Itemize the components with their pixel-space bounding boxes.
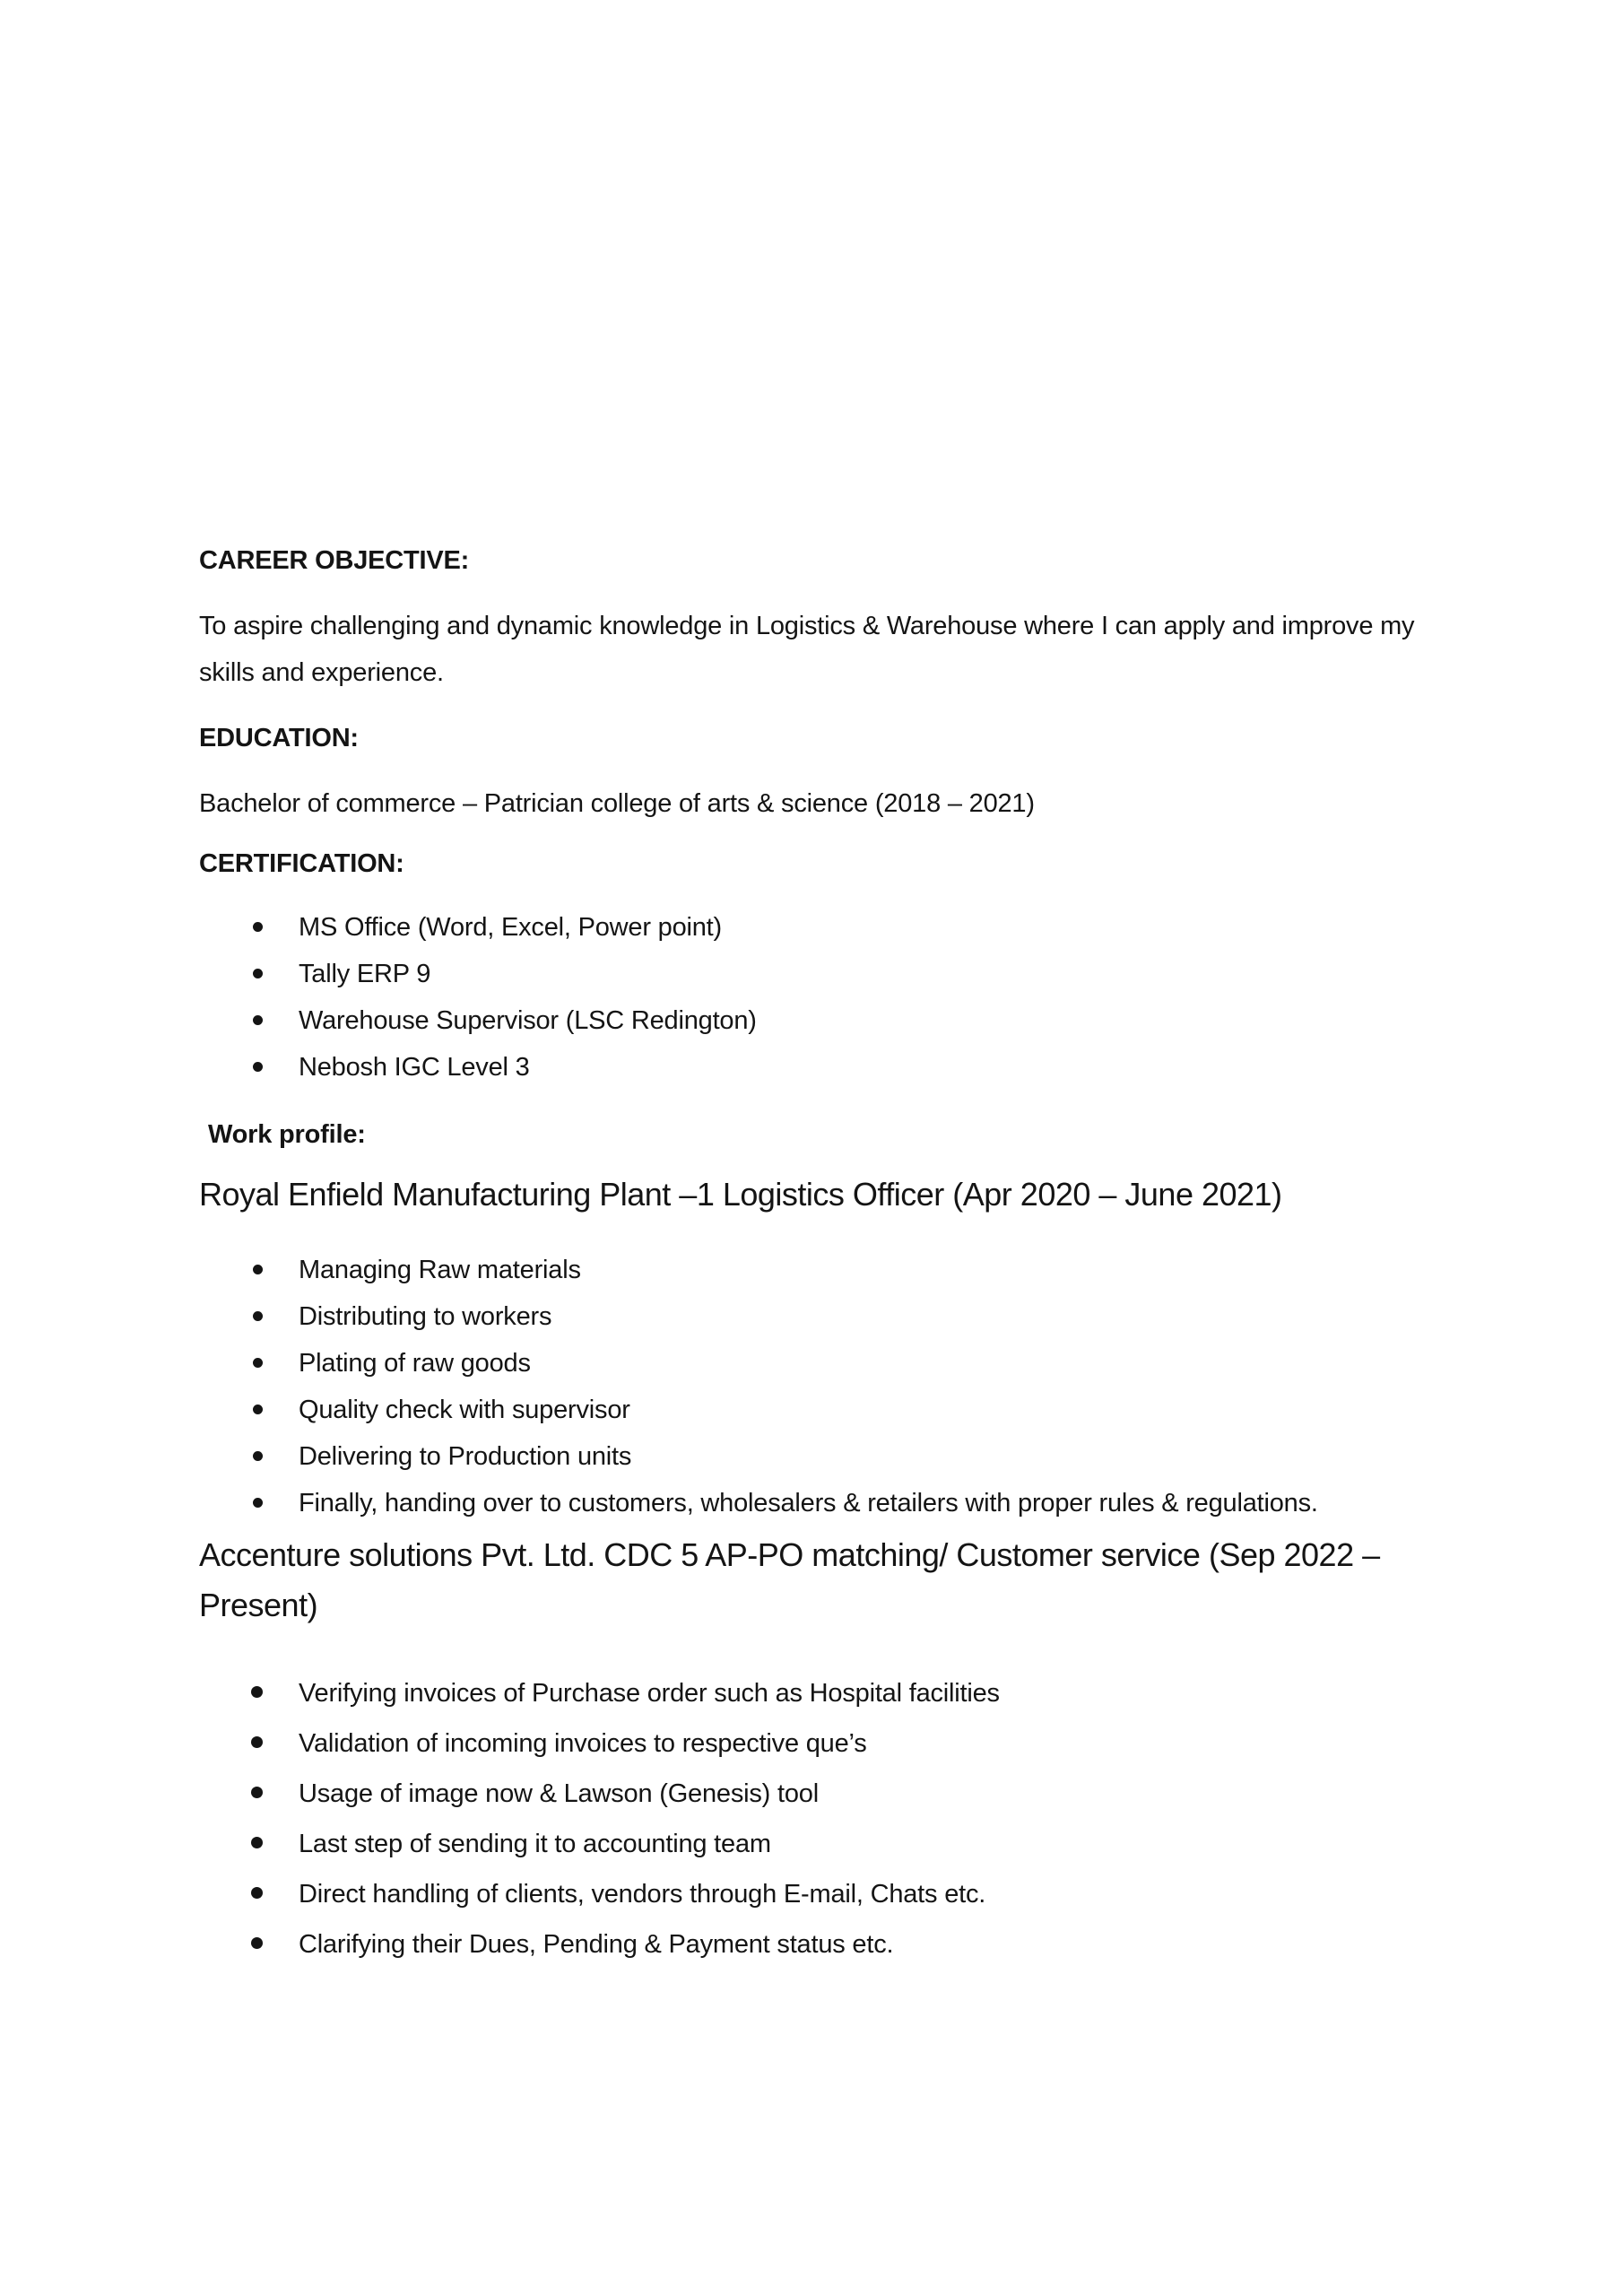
list-item: Distributing to workers <box>199 1293 1429 1340</box>
section-education <box>199 723 1429 827</box>
royal-enfield-duties-list <box>199 1247 1429 1526</box>
list-item: Nebosh IGC Level 3 <box>199 1044 1429 1091</box>
list-item: Warehouse Supervisor (LSC Redington) <box>199 997 1429 1044</box>
list-item: Tally ERP 9 <box>199 951 1429 997</box>
list-item: Last step of sending it to accounting team <box>199 1821 1429 1867</box>
career-objective-heading: CAREER OBJECTIVE: <box>199 546 470 575</box>
section-career-objective <box>199 545 1429 696</box>
list-item: Usage of image now & Lawson (Genesis) tool <box>199 1770 1429 1817</box>
list-item: Managing Raw materials <box>199 1247 1429 1293</box>
career-objective-text: To aspire challenging and dynamic knowledge in Logistics & Warehouse where I can apply and improve my skills and experience. <box>199 612 1415 687</box>
list-item: Validation of incoming invoices to respective que’s <box>199 1720 1429 1767</box>
list-item: Finally, handing over to customers, wholesalers & retailers with proper rules & regulations. <box>199 1480 1429 1526</box>
list-item: Delivering to Production units <box>199 1433 1429 1480</box>
work-profile-heading: Work profile: <box>208 1120 366 1149</box>
list-item: MS Office (Word, Excel, Power point) <box>199 904 1429 951</box>
certification-heading: CERTIFICATION: <box>199 849 404 878</box>
certification-list <box>199 904 1429 1091</box>
education-text: Bachelor of commerce – Patrician college of arts & science (2018 – 2021) <box>199 789 1035 818</box>
list-item: Quality check with supervisor <box>199 1387 1429 1433</box>
job-title-accenture: Accenture solutions Pvt. Ltd. CDC 5 AP-PO matching/ Customer service (Sep 2022 – Present) <box>199 1536 1380 1623</box>
list-item: Verifying invoices of Purchase order such as Hospital facilities <box>199 1670 1429 1717</box>
list-item: Direct handling of clients, vendors through E-mail, Chats etc. <box>199 1871 1429 1918</box>
list-item: Clarifying their Dues, Pending & Payment status etc. <box>199 1921 1429 1968</box>
accenture-duties-list <box>199 1670 1429 1968</box>
education-heading: EDUCATION: <box>199 724 359 752</box>
section-certification <box>199 848 1429 1091</box>
document-content <box>199 538 1429 1971</box>
section-work-profile <box>199 1119 1429 1968</box>
job-title-royal-enfield: Royal Enfield Manufacturing Plant –1 Logistics Officer (Apr 2020 – June 2021) <box>199 1176 1282 1213</box>
list-item: Plating of raw goods <box>199 1340 1429 1387</box>
